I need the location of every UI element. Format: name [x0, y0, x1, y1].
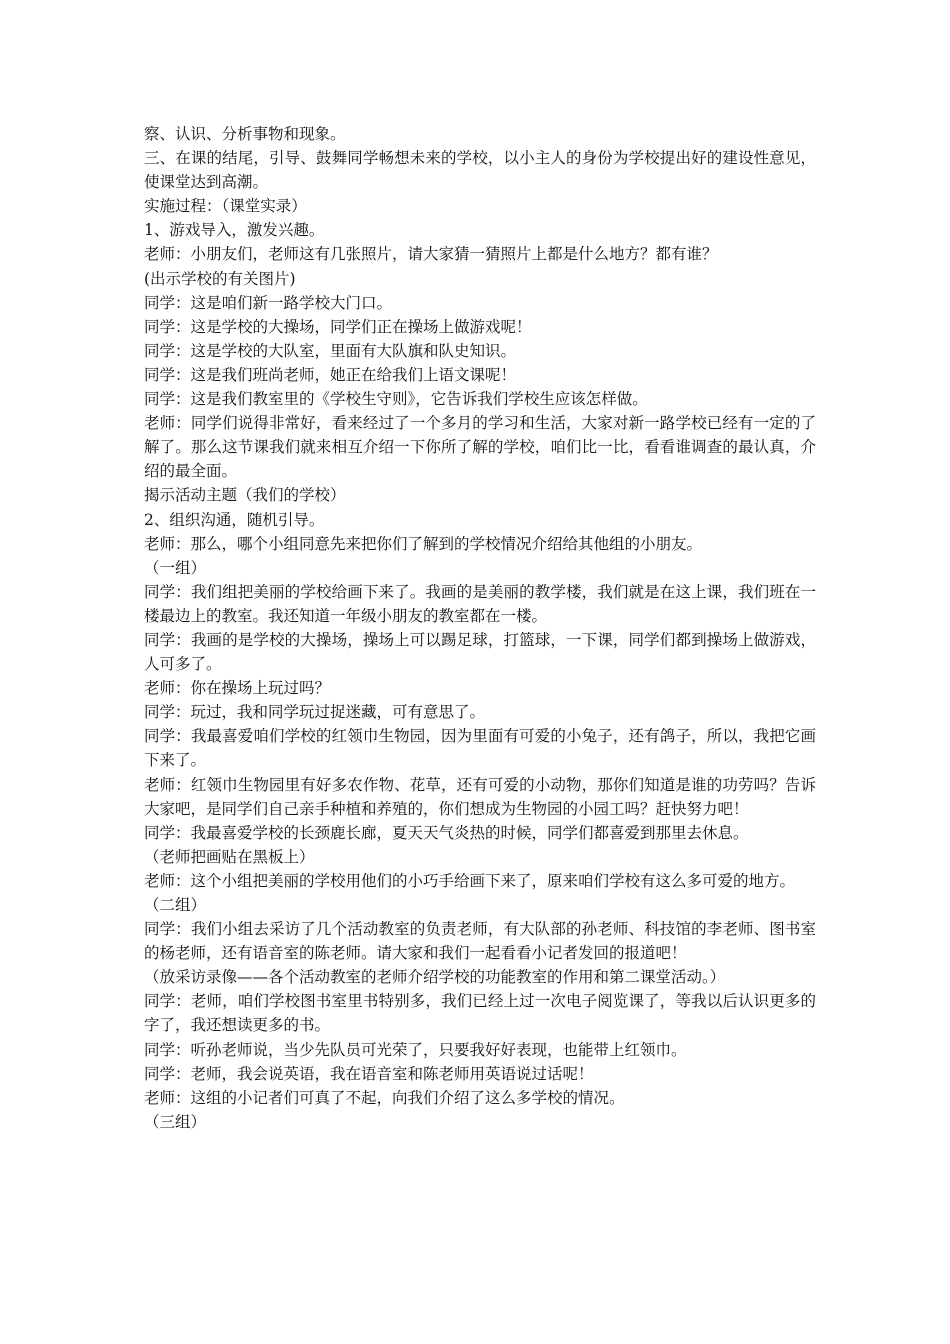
paragraph: 同学：这是我们班尚老师，她正在给我们上语文课呢！: [144, 365, 517, 384]
document-body: [144, 122, 816, 1134]
paragraph: 老师：这组的小记者们可真了不起，向我们介绍了这么多学校的情况。: [144, 1088, 625, 1107]
paragraph: （一组）: [144, 558, 207, 577]
paragraph: 老师：红领巾生物园里有好多农作物、花草，还有可爱的小动物，那你们知道是谁的功劳吗？告诉大家吧，是同学们自己亲手种植和养殖的，你们想成为生物园的小园工吗？赶快努力吧！: [144, 775, 816, 818]
paragraph: 三、在课的结尾，引导、鼓舞同学畅想未来的学校，以小主人的身份为学校提出好的建设性意见，使课堂达到高潮。: [144, 149, 816, 192]
paragraph: 揭示活动主题（我们的学校）: [144, 486, 346, 505]
paragraph: 1、游戏导入，激发兴趣。: [144, 221, 325, 240]
paragraph: 同学：这是我们教室里的《学校生守则》，它告诉我们学校生应该怎样做。: [144, 390, 648, 409]
paragraph: 同学：我们组把美丽的学校给画下来了。我画的是美丽的教学楼，我们就是在这上课，我们班在一楼最边上的教室。我还知道一年级小朋友的教室都在一楼。: [144, 582, 816, 625]
paragraph: 同学：我们小组去采访了几个活动教室的负责老师，有大队部的孙老师、科技馆的李老师、图书室的杨老师，还有语音室的陈老师。请大家和我们一起看看小记者发回的报道吧！: [144, 920, 816, 963]
paragraph: 同学：老师，咱们学校图书室里书特别多，我们已经上过一次电子阅览课了，等我以后认识更多的字了，我还想读更多的书。: [144, 992, 816, 1035]
paragraph: （三组）: [144, 1112, 207, 1131]
paragraph: 同学：这是咱们新一路学校大门口。: [144, 293, 393, 312]
paragraph: 老师：这个小组把美丽的学校用他们的小巧手给画下来了，原来咱们学校有这么多可爱的地方。: [144, 871, 796, 890]
paragraph: 同学：这是学校的大队室，里面有大队旗和队史知识。: [144, 341, 517, 360]
paragraph: 老师：同学们说得非常好，看来经过了一个多月的学习和生活，大家对新一路学校已经有一定的了解了。那么这节课我们就来相互介绍一下你所了解的学校，咱们比一比，看看谁调查的最认真，介绍的最全面。: [144, 414, 816, 481]
paragraph: （放采访录像——各个活动教室的老师介绍学校的功能教室的作用和第二课堂活动。）: [144, 968, 726, 987]
paragraph: 同学：玩过，我和同学玩过捉迷藏，可有意思了。: [144, 703, 486, 722]
paragraph: 老师：你在操场上玩过吗？: [144, 679, 331, 698]
paragraph: 实施过程：（课堂实录）: [144, 197, 307, 216]
paragraph: 同学：我最喜爱咱们学校的红领巾生物园，因为里面有可爱的小兔子，还有鸽子，所以，我把它画下来了。: [144, 727, 816, 770]
paragraph: （老师把画贴在黑板上）: [144, 847, 315, 866]
paragraph: 老师：小朋友们，老师这有几张照片，请大家猜一猜照片上都是什么地方？都有谁？: [144, 245, 718, 264]
paragraph: 同学：老师，我会说英语，我在语音室和陈老师用英语说过话呢！: [144, 1064, 594, 1083]
paragraph: 同学：我画的是学校的大操场，操场上可以踢足球，打篮球，一下课，同学们都到操场上做游戏，人可多了。: [144, 630, 816, 674]
paragraph: 2、组织沟通，随机引导。: [144, 510, 325, 529]
paragraph: （二组）: [144, 896, 207, 914]
paragraph: (出示学校的有关图片): [144, 269, 296, 288]
paragraph: 老师：那么，哪个小组同意先来把你们了解到的学校情况介绍给其他组的小朋友。: [144, 534, 703, 553]
paragraph: 同学：听孙老师说，当少先队员可光荣了，只要我好好表现，也能带上红领巾。: [144, 1040, 687, 1059]
paragraph: 同学：我最喜爱学校的长颈鹿长廊，夏天天气炎热的时候，同学们都喜爱到那里去休息。: [144, 823, 749, 842]
paragraph: 同学：这是学校的大操场，同学们正在操场上做游戏呢！: [144, 317, 532, 336]
paragraph: 察、认识、分析事物和现象。: [144, 125, 346, 143]
